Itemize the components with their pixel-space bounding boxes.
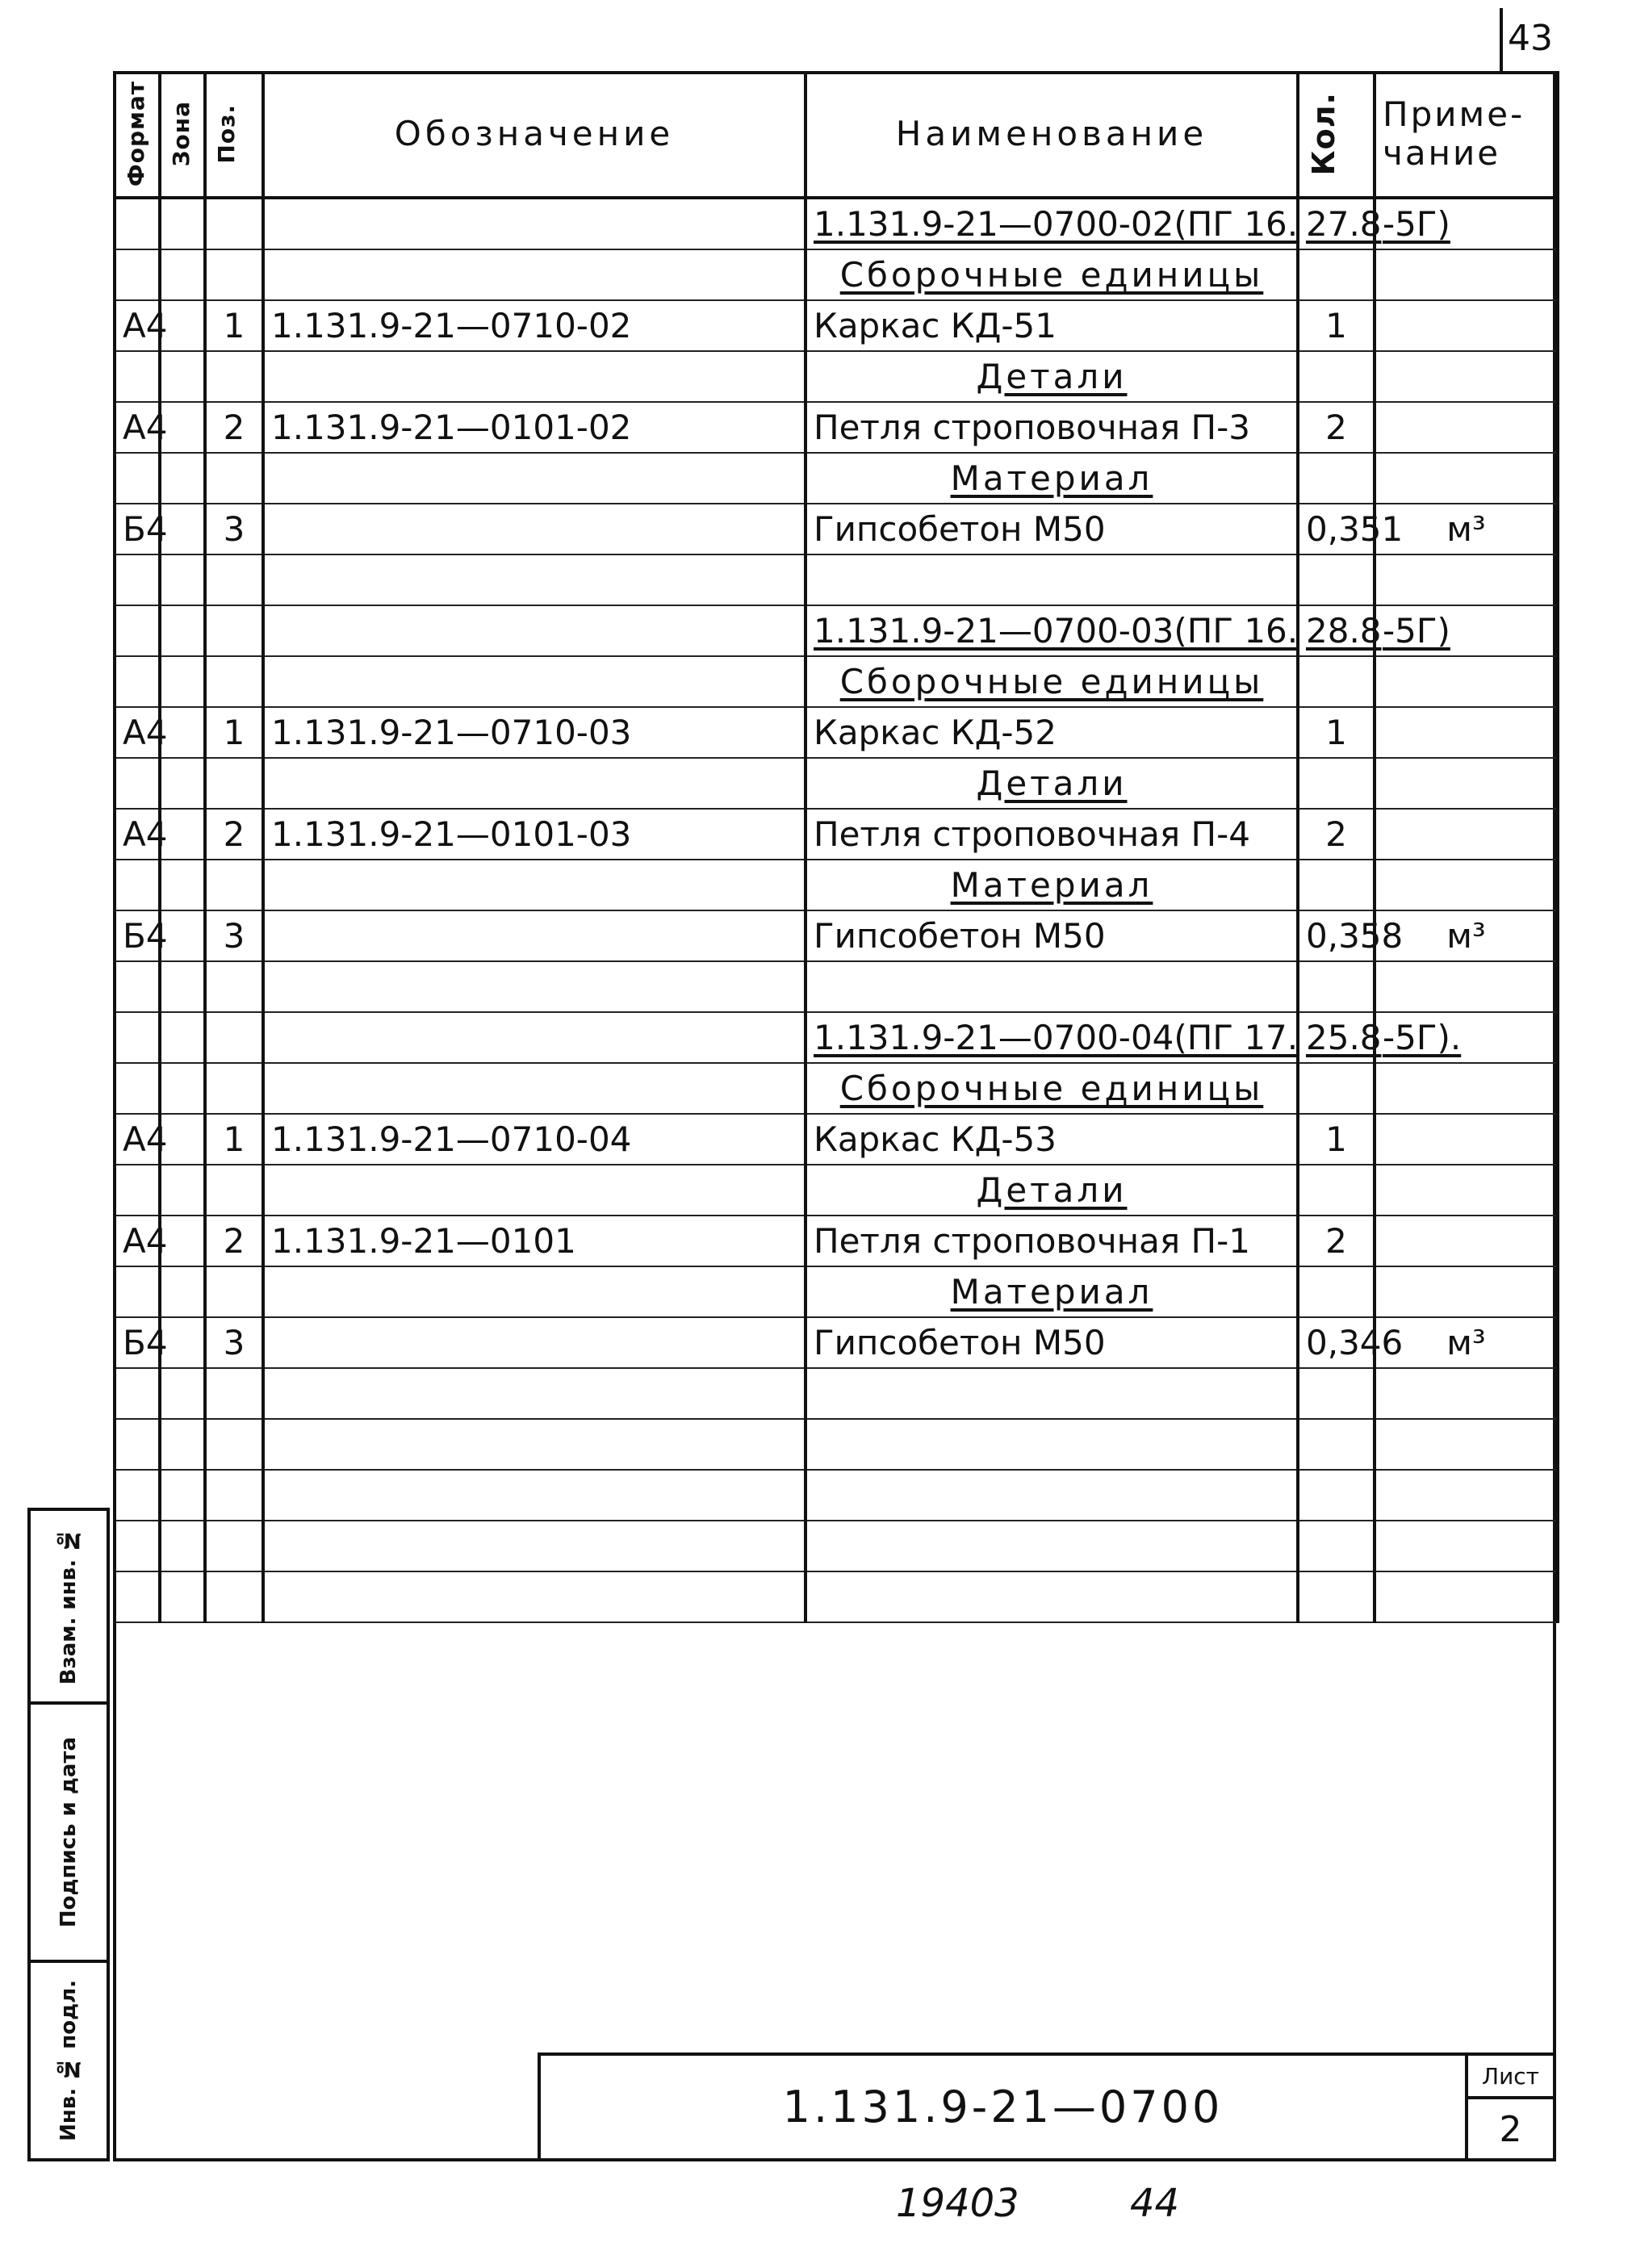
header-pos: Поз. — [205, 71, 263, 198]
table-row — [115, 504, 1558, 554]
col-qty: 1 — [1298, 1114, 1375, 1165]
col-designation — [263, 758, 806, 809]
col-note — [1375, 1266, 1558, 1317]
col-name: Петля строповочная П-4 — [806, 809, 1298, 860]
col-name: Материал — [806, 453, 1298, 504]
table-header-row — [115, 71, 1558, 198]
sheet-number: 2 — [1499, 2109, 1522, 2150]
col-format: А4 — [115, 1216, 160, 1266]
sign-date-label: Подпись и дата — [56, 1736, 81, 1928]
col-name: Каркас КД-53 — [806, 1114, 1298, 1165]
col-designation: 1.131.9-21—0101-02 — [263, 402, 806, 453]
col-qty: 25.8 — [1298, 1012, 1375, 1063]
col-qty: 27.8 — [1298, 198, 1375, 249]
col-note — [1375, 402, 1558, 453]
col-format — [115, 1063, 160, 1114]
table-row — [115, 1266, 1558, 1317]
col-format — [115, 1368, 160, 1419]
col-name — [806, 961, 1298, 1012]
col-name: 1.131.9-21—0700-03(ПГ 16. — [806, 605, 1298, 656]
col-designation — [263, 1266, 806, 1317]
col-format: Б4 — [115, 910, 160, 961]
col-pos — [205, 1419, 263, 1470]
col-designation — [263, 1419, 806, 1470]
specification-table — [113, 71, 1559, 1623]
col-format — [115, 554, 160, 605]
col-zone — [160, 1571, 205, 1622]
col-designation: 1.131.9-21—0710-02 — [263, 300, 806, 351]
col-format — [115, 860, 160, 910]
col-note: -5Г) — [1375, 605, 1558, 656]
table-row — [115, 1165, 1558, 1216]
col-note — [1375, 1368, 1558, 1419]
bottom-note-right: 44 — [1130, 2181, 1180, 2226]
col-designation — [263, 1470, 806, 1521]
inv-orig-cell — [31, 1963, 107, 2158]
col-name — [806, 1521, 1298, 1571]
table-row — [115, 707, 1558, 758]
table-row — [115, 1317, 1558, 1368]
col-designation — [263, 504, 806, 554]
col-designation — [263, 1063, 806, 1114]
col-format: А4 — [115, 300, 160, 351]
table-body — [115, 198, 1558, 1622]
col-pos — [205, 1521, 263, 1571]
table-row — [115, 1216, 1558, 1266]
col-note — [1375, 1165, 1558, 1216]
col-pos — [205, 1165, 263, 1216]
col-zone — [160, 249, 205, 300]
col-format — [115, 351, 160, 402]
col-designation — [263, 351, 806, 402]
col-designation — [263, 453, 806, 504]
col-qty: 0,358 — [1298, 910, 1375, 961]
col-designation — [263, 1165, 806, 1216]
header-qty: Кол. — [1298, 71, 1375, 198]
col-zone — [160, 453, 205, 504]
col-note — [1375, 1419, 1558, 1470]
sign-date-cell — [31, 1705, 107, 1963]
swap-inv-cell — [31, 1511, 107, 1705]
col-qty — [1298, 860, 1375, 910]
col-note — [1375, 1114, 1558, 1165]
table-row — [115, 554, 1558, 605]
col-note: м³ — [1375, 910, 1558, 961]
col-pos — [205, 1063, 263, 1114]
table-row — [115, 1470, 1558, 1521]
col-qty: 2 — [1298, 1216, 1375, 1266]
col-designation — [263, 860, 806, 910]
table-row — [115, 656, 1558, 707]
col-name — [806, 1571, 1298, 1622]
col-name: Гипсобетон М50 — [806, 910, 1298, 961]
col-note — [1375, 860, 1558, 910]
bottom-note-left: 19403 — [896, 2181, 1019, 2226]
col-note — [1375, 656, 1558, 707]
table-row — [115, 1012, 1558, 1063]
table-row — [115, 1571, 1558, 1622]
col-pos: 1 — [205, 1114, 263, 1165]
col-pos: 3 — [205, 1317, 263, 1368]
col-format: А4 — [115, 809, 160, 860]
col-qty: 2 — [1298, 809, 1375, 860]
col-pos — [205, 605, 263, 656]
col-name: Каркас КД-51 — [806, 300, 1298, 351]
col-qty: 0,351 — [1298, 504, 1375, 554]
col-qty: 1 — [1298, 707, 1375, 758]
col-zone — [160, 1266, 205, 1317]
table-row — [115, 198, 1558, 249]
col-pos — [205, 656, 263, 707]
col-pos: 3 — [205, 504, 263, 554]
col-zone — [160, 198, 205, 249]
col-format — [115, 605, 160, 656]
col-note: -5Г) — [1375, 198, 1558, 249]
table-row — [115, 1368, 1558, 1419]
col-name: Детали — [806, 1165, 1298, 1216]
col-pos — [205, 249, 263, 300]
table-row — [115, 249, 1558, 300]
col-note — [1375, 707, 1558, 758]
col-qty — [1298, 1063, 1375, 1114]
col-zone — [160, 758, 205, 809]
col-designation: 1.131.9-21—0710-03 — [263, 707, 806, 758]
table-row — [115, 1521, 1558, 1571]
col-format: А4 — [115, 402, 160, 453]
col-qty: 2 — [1298, 402, 1375, 453]
col-pos — [205, 554, 263, 605]
col-format — [115, 961, 160, 1012]
col-pos — [205, 351, 263, 402]
col-qty: 1 — [1298, 300, 1375, 351]
col-qty — [1298, 554, 1375, 605]
col-designation — [263, 961, 806, 1012]
col-note — [1375, 1571, 1558, 1622]
table-row — [115, 453, 1558, 504]
col-pos — [205, 198, 263, 249]
table-row — [115, 402, 1558, 453]
col-zone — [160, 860, 205, 910]
col-format — [115, 656, 160, 707]
col-zone — [160, 351, 205, 402]
col-designation — [263, 249, 806, 300]
col-format — [115, 249, 160, 300]
col-pos — [205, 1571, 263, 1622]
col-qty — [1298, 1266, 1375, 1317]
col-pos: 2 — [205, 809, 263, 860]
col-zone — [160, 1521, 205, 1571]
swap-inv-label: Взам. инв. № — [56, 1527, 81, 1685]
col-format — [115, 758, 160, 809]
sheet-label: Лист — [1468, 2056, 1553, 2099]
col-note — [1375, 1216, 1558, 1266]
col-name — [806, 1419, 1298, 1470]
header-name: Наименование — [806, 71, 1298, 198]
header-zone: Зона — [160, 71, 205, 198]
col-note — [1375, 1470, 1558, 1521]
col-name: Петля строповочная П-3 — [806, 402, 1298, 453]
col-qty — [1298, 961, 1375, 1012]
col-qty — [1298, 1165, 1375, 1216]
col-name: 1.131.9-21—0700-04(ПГ 17. — [806, 1012, 1298, 1063]
col-name: Детали — [806, 351, 1298, 402]
col-designation — [263, 605, 806, 656]
col-zone — [160, 554, 205, 605]
col-note — [1375, 1521, 1558, 1571]
col-name: Гипсобетон М50 — [806, 504, 1298, 554]
col-pos — [205, 453, 263, 504]
inv-orig-label: Инв. № подл. — [56, 1980, 81, 2141]
col-pos: 1 — [205, 300, 263, 351]
col-designation: 1.131.9-21—0710-04 — [263, 1114, 806, 1165]
col-qty — [1298, 758, 1375, 809]
col-designation — [263, 1317, 806, 1368]
col-note — [1375, 809, 1558, 860]
col-pos — [205, 961, 263, 1012]
col-pos — [205, 1012, 263, 1063]
col-qty — [1298, 656, 1375, 707]
col-designation — [263, 656, 806, 707]
table-row — [115, 605, 1558, 656]
col-qty — [1298, 1470, 1375, 1521]
col-format — [115, 1266, 160, 1317]
title-block — [538, 2052, 1556, 2161]
col-name — [806, 1368, 1298, 1419]
col-format — [115, 1571, 160, 1622]
corner-margin-line — [1500, 8, 1503, 73]
header-designation: Обозначение — [263, 71, 806, 198]
col-designation — [263, 1012, 806, 1063]
col-note: м³ — [1375, 504, 1558, 554]
col-designation — [263, 554, 806, 605]
col-format: А4 — [115, 707, 160, 758]
col-designation: 1.131.9-21—0101-03 — [263, 809, 806, 860]
table-row — [115, 300, 1558, 351]
col-format — [115, 1419, 160, 1470]
col-format — [115, 1012, 160, 1063]
col-note: -5Г). — [1375, 1012, 1558, 1063]
col-qty: 0,346 — [1298, 1317, 1375, 1368]
col-zone — [160, 961, 205, 1012]
col-zone — [160, 605, 205, 656]
col-zone — [160, 1165, 205, 1216]
col-name: Сборочные единицы — [806, 1063, 1298, 1114]
col-designation — [263, 1521, 806, 1571]
col-zone — [160, 656, 205, 707]
col-pos — [205, 1266, 263, 1317]
col-designation — [263, 1571, 806, 1622]
col-qty — [1298, 351, 1375, 402]
col-zone — [160, 1368, 205, 1419]
col-format — [115, 1470, 160, 1521]
col-qty — [1298, 1419, 1375, 1470]
col-note — [1375, 249, 1558, 300]
col-qty — [1298, 1571, 1375, 1622]
col-pos — [205, 758, 263, 809]
col-qty — [1298, 1521, 1375, 1571]
table-row — [115, 910, 1558, 961]
col-note — [1375, 351, 1558, 402]
header-note: Приме- чание — [1375, 71, 1558, 198]
col-format: А4 — [115, 1114, 160, 1165]
col-note — [1375, 758, 1558, 809]
col-pos — [205, 1470, 263, 1521]
table-row — [115, 351, 1558, 402]
col-zone — [160, 1063, 205, 1114]
col-name: Сборочные единицы — [806, 249, 1298, 300]
col-format — [115, 1165, 160, 1216]
table-row — [115, 809, 1558, 860]
col-pos: 2 — [205, 402, 263, 453]
col-qty — [1298, 249, 1375, 300]
col-format: Б4 — [115, 1317, 160, 1368]
col-zone — [160, 1419, 205, 1470]
col-name: Каркас КД-52 — [806, 707, 1298, 758]
page-number: 43 — [1508, 18, 1553, 59]
col-name: Материал — [806, 860, 1298, 910]
col-pos — [205, 1368, 263, 1419]
table-row — [115, 961, 1558, 1012]
table-row — [115, 758, 1558, 809]
col-pos — [205, 860, 263, 910]
col-note — [1375, 453, 1558, 504]
header-format: Формат — [115, 71, 160, 198]
col-designation — [263, 198, 806, 249]
col-format — [115, 198, 160, 249]
col-pos: 2 — [205, 1216, 263, 1266]
table-row — [115, 1419, 1558, 1470]
col-pos: 1 — [205, 707, 263, 758]
col-zone — [160, 1012, 205, 1063]
col-note — [1375, 300, 1558, 351]
col-name: Детали — [806, 758, 1298, 809]
col-designation — [263, 910, 806, 961]
col-pos: 3 — [205, 910, 263, 961]
col-note — [1375, 1063, 1558, 1114]
col-format — [115, 453, 160, 504]
col-note — [1375, 961, 1558, 1012]
col-designation — [263, 1368, 806, 1419]
left-stamp-strip — [27, 1508, 110, 2161]
col-name: Петля строповочная П-1 — [806, 1216, 1298, 1266]
col-name: Материал — [806, 1266, 1298, 1317]
col-format: Б4 — [115, 504, 160, 554]
col-name — [806, 1470, 1298, 1521]
col-name: Гипсобетон М50 — [806, 1317, 1298, 1368]
col-note: м³ — [1375, 1317, 1558, 1368]
col-qty — [1298, 453, 1375, 504]
col-name: Сборочные единицы — [806, 656, 1298, 707]
table-row — [115, 860, 1558, 910]
col-name: 1.131.9-21—0700-02(ПГ 16. — [806, 198, 1298, 249]
document-number: 1.131.9-21—0700 — [541, 2056, 1468, 2158]
col-note — [1375, 554, 1558, 605]
table-row — [115, 1114, 1558, 1165]
col-name — [806, 554, 1298, 605]
col-format — [115, 1521, 160, 1571]
table-row — [115, 1063, 1558, 1114]
col-designation: 1.131.9-21—0101 — [263, 1216, 806, 1266]
col-qty: 28.8 — [1298, 605, 1375, 656]
col-zone — [160, 1470, 205, 1521]
col-qty — [1298, 1368, 1375, 1419]
